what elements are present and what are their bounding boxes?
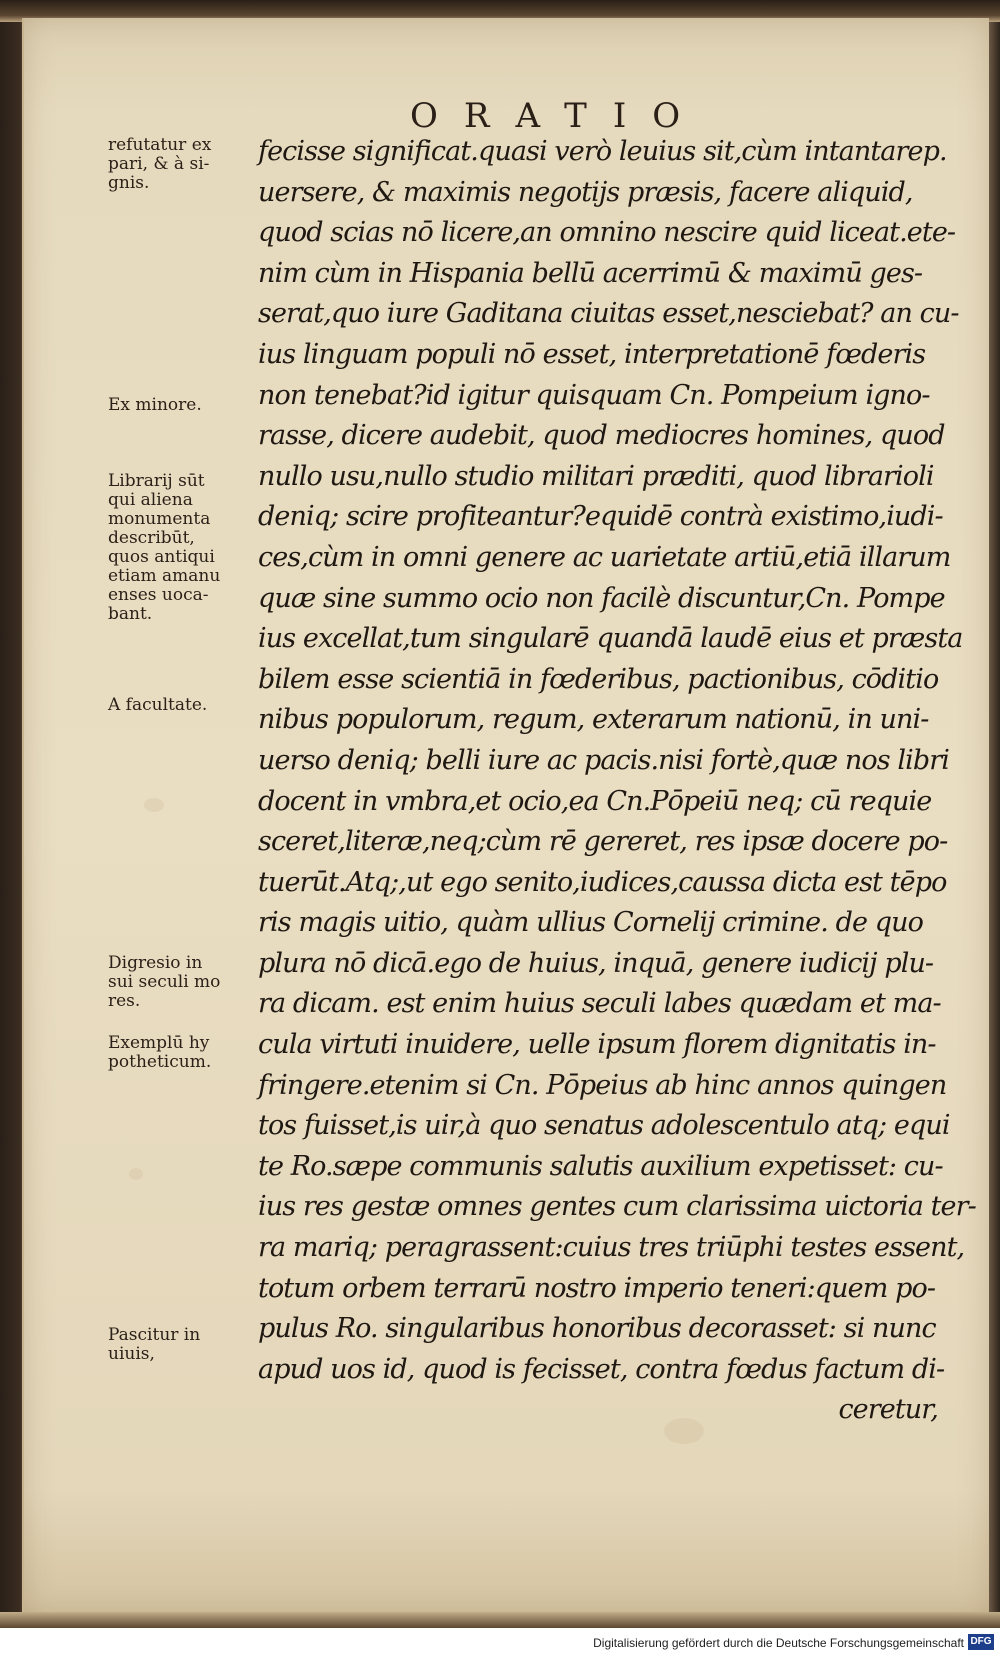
- text-line: tuerūt.Atq;,ut ego senito,iudices,caussa dicta est tēpo: [258, 866, 947, 898]
- marginal-note: [108, 136, 248, 193]
- marginal-note-line: quos antiqui: [108, 547, 215, 567]
- catchword-line: ceretur,: [838, 1394, 938, 1426]
- main-text-block: [258, 132, 976, 1431]
- text-line: ra dicam. est enim huius seculi labes quædam et ma-: [258, 988, 941, 1020]
- text-line: te Ro.sæpe communis salutis auxilium expetisset: cu-: [258, 1150, 943, 1182]
- text-line: uersere, & maximis negotijs præsis, facere aliquid,: [258, 176, 913, 208]
- marginal-note: [108, 1034, 248, 1072]
- marginal-note-line: uiuis,: [108, 1344, 155, 1364]
- marginal-note-line: Digresio in: [108, 953, 203, 973]
- text-line: quæ sine summo ocio non facilè discuntur,Cn. Pompe: [258, 582, 945, 614]
- marginal-note: [108, 396, 248, 415]
- text-line: rasse, dicere audebit, quod mediocres homines, quod: [258, 420, 945, 452]
- text-line: nibus populorum, regum, exterarum nationū, in uni-: [258, 704, 929, 736]
- marginal-note: [108, 472, 248, 624]
- text-line: fringere.etenim si Cn. Pōpeius ab hinc annos quingen: [258, 1069, 947, 1101]
- text-line: pulus Ro. singularibus honoribus decorasset: si nunc: [258, 1313, 936, 1345]
- text-line: ra mariq; peragrassent:cuius tres triūphi testes essent,: [258, 1232, 965, 1264]
- text-line: ius excellat,tum singularē quandā laudē eius et præsta: [258, 623, 963, 655]
- running-head: ORATIO: [410, 96, 707, 136]
- marginal-note-line: potheticum.: [108, 1052, 212, 1072]
- foxing-spot: [129, 1168, 143, 1180]
- footer-credit: Digitalisierung gefördert durch die Deutsche Forschungsgemeinschaft: [593, 1636, 964, 1650]
- marginal-note-line: Pascitur in: [108, 1325, 201, 1345]
- marginal-note-line: enses uoca-: [108, 585, 209, 605]
- text-line: totum orbem terrarū nostro imperio teneri:quem po-: [258, 1272, 936, 1304]
- marginal-note: [108, 696, 248, 715]
- foxing-spot: [144, 798, 164, 812]
- text-line: serat,quo iure Gaditana ciuitas esset,nesciebat? an cu-: [258, 298, 959, 330]
- marginal-note: [108, 954, 248, 1011]
- text-line: uerso deniq; belli iure ac pacis.nisi fortè,quæ nos libri: [258, 744, 950, 776]
- marginal-note-line: etiam amanu: [108, 566, 221, 586]
- marginal-note: [108, 1326, 248, 1364]
- marginal-note-line: bant.: [108, 604, 153, 624]
- dfg-logo: DFG: [968, 1634, 994, 1650]
- marginal-note-line: A facultate.: [108, 695, 208, 715]
- text-line: ris magis uitio, quàm ullius Cornelij crimine. de quo: [258, 907, 923, 939]
- text-line: sceret,literæ,neq;cùm rē gereret, res ipsæ docere po-: [258, 826, 948, 858]
- text-line: cula virtuti inuidere, uelle ipsum florem dignitatis in-: [258, 1029, 936, 1061]
- text-line: tos fuisset,is uir,à quo senatus adolescentulo atq; equi: [258, 1110, 950, 1142]
- text-line: non tenebat?id igitur quisquam Cn. Pompeium igno-: [258, 379, 930, 411]
- marginal-note-line: qui aliena: [108, 490, 193, 510]
- text-line: ius linguam populi nō esset, interpretationē fœderis: [258, 338, 926, 370]
- marginal-note-line: gnis.: [108, 173, 150, 193]
- text-line: deniq; scire profiteantur?equidē contrà existimo,iudi-: [258, 501, 943, 533]
- marginal-note-line: Ex minore.: [108, 395, 202, 415]
- text-line: nim cùm in Hispania bellū acerrimū & maximū ges-: [258, 257, 923, 289]
- text-line: ius res gestæ omnes gentes cum clarissima uictoria ter-: [258, 1191, 976, 1223]
- book-bottom-edge: [0, 1612, 1000, 1628]
- text-line: docent in vmbra,et ocio,ea Cn.Pōpeiū neq; cū requie: [258, 785, 932, 817]
- marginal-note-line: res.: [108, 991, 141, 1011]
- marginal-note-line: sui seculi mo: [108, 972, 221, 992]
- text-line: plura nō dicā.ego de huius, inquā, genere iudicij plu-: [258, 947, 934, 979]
- text-line: nullo usu,nullo studio militari præditi, quod librarioli: [258, 460, 934, 492]
- text-line: ces,cùm in omni genere ac uarietate artiū,etiā illarum: [258, 541, 951, 573]
- marginal-note-line: Exemplū hy: [108, 1033, 210, 1053]
- marginal-note-line: Librarij sūt: [108, 471, 205, 491]
- marginal-note-line: refutatur ex: [108, 135, 212, 155]
- text-line: bilem esse scientiā in fœderibus, pactionibus, cōditio: [258, 663, 939, 695]
- text-line: fecisse significat.quasi verò leuius sit,cùm intantarep.: [258, 136, 947, 167]
- marginal-note-line: pari, & à si-: [108, 154, 210, 174]
- text-line: apud uos id, quod is fecisset, contra fœdus factum di-: [258, 1353, 945, 1385]
- marginal-note-line: describūt,: [108, 528, 195, 548]
- marginal-note-line: monumenta: [108, 509, 211, 529]
- text-line: quod scias nō licere,an omnino nescire quid liceat.ete-: [258, 217, 956, 249]
